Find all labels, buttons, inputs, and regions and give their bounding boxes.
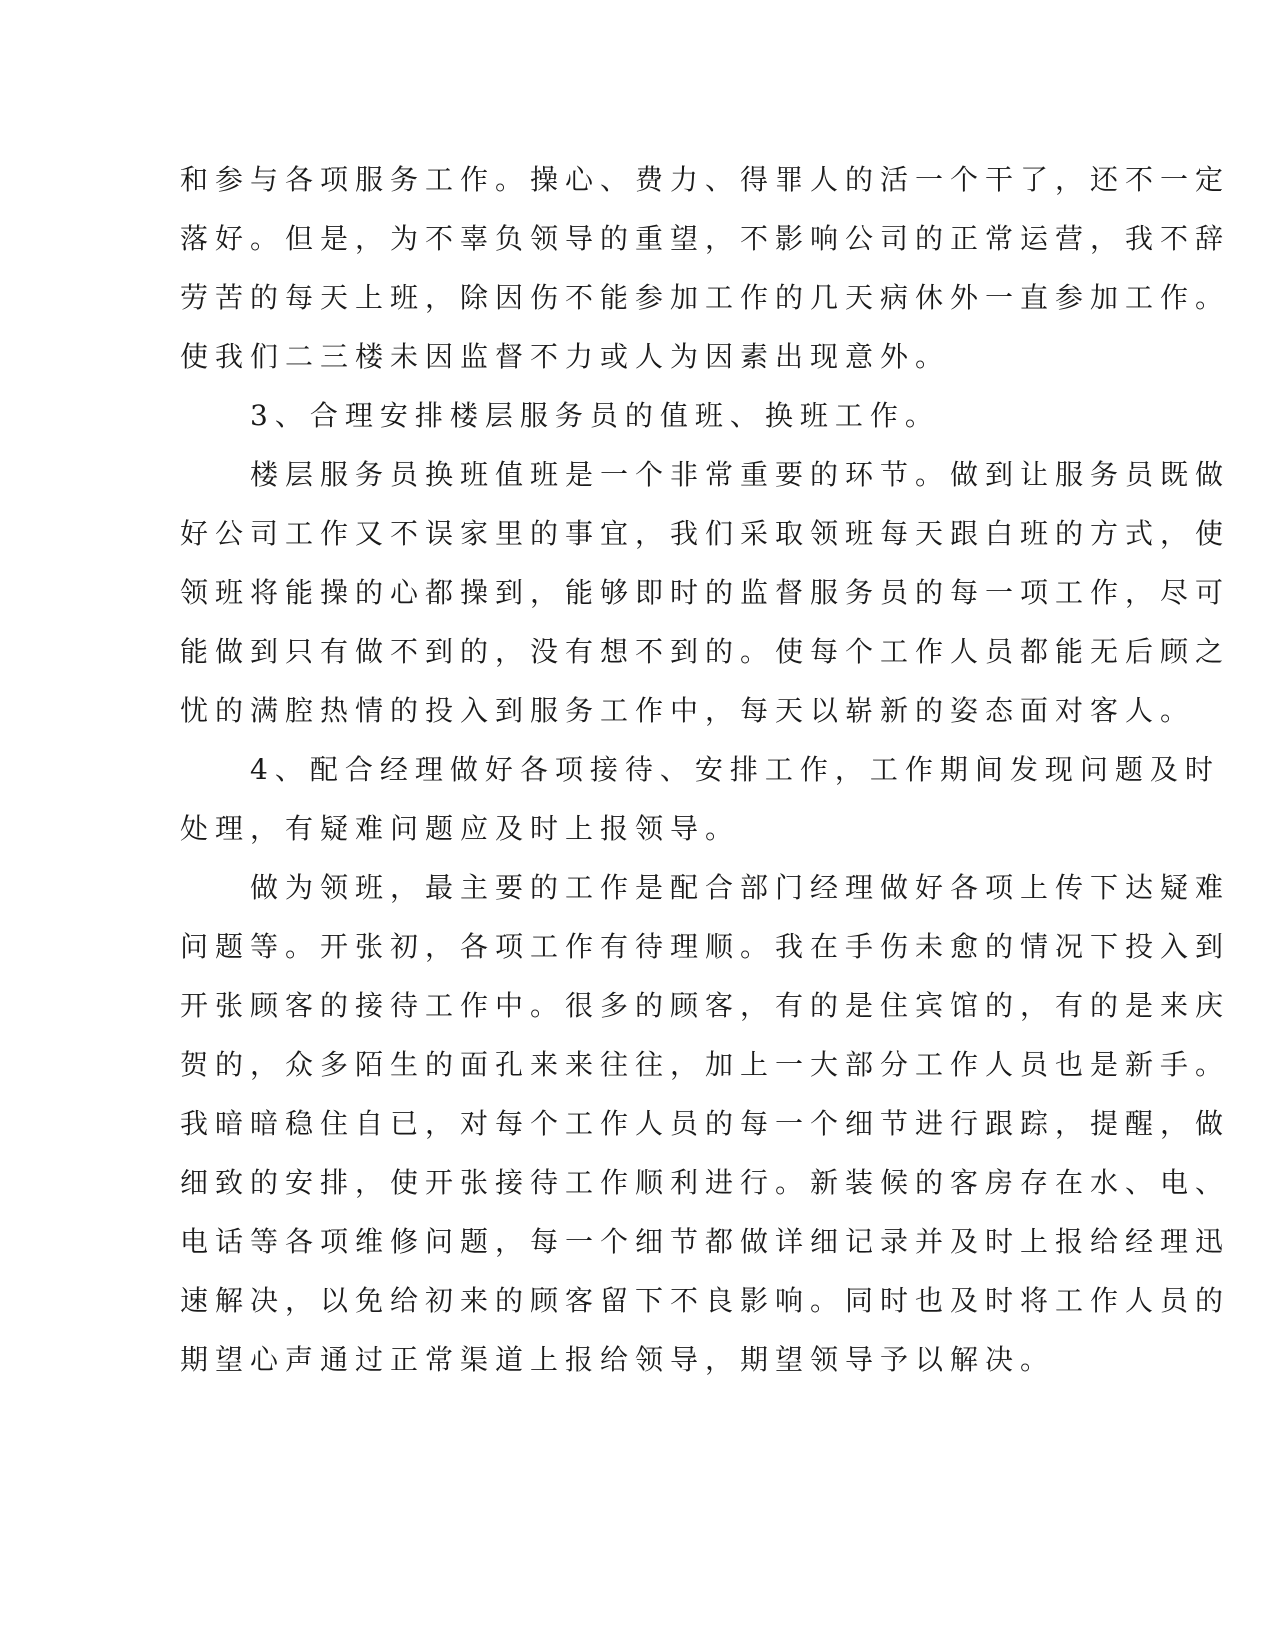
section-heading [0,396,1275,436]
text-line-content: 速解决，以免给初来的顾客留下不良影响。同时也及时将工作人员的 [180,1284,1231,1317]
text-line [0,337,1275,377]
text-line-content: 期望心声通过正常渠道上报给领导，期望领导予以解决。 [180,1343,1056,1376]
text-line-content: 使我们二三楼未因监督不力或人为因素出现意外。 [180,340,951,373]
paragraph-first-line [0,868,1275,908]
text-line [0,278,1275,318]
text-line-content: 忧的满腔热情的投入到服务工作中，每天以崭新的姿态面对客人。 [180,694,1196,727]
text-line-content: 能做到只有做不到的，没有想不到的。使每个工作人员都能无后顾之 [180,635,1231,668]
text-line-content: 做为领班，最主要的工作是配合部门经理做好各项上传下达疑难 [250,871,1231,904]
text-line [0,927,1275,967]
text-line-content: 和参与各项服务工作。操心、费力、得罪人的活一个干了，还不一定 [180,163,1231,196]
text-line-content: 处理，有疑难问题应及时上报领导。 [180,812,741,845]
text-line-content: 我暗暗稳住自已，对每个工作人员的每一个细节进行跟踪，提醒，做 [180,1107,1231,1140]
text-line [0,219,1275,259]
text-line-content: 好公司工作又不误家里的事宜，我们采取领班每天跟白班的方式，使 [180,517,1231,550]
paragraph-first-line [0,455,1275,495]
text-line [0,1163,1275,1203]
section-heading-text: 4、配合经理做好各项接待、安排工作，工作期间发现问题及时 [250,753,1220,786]
text-line [0,632,1275,672]
text-line-content: 贺的，众多陌生的面孔来来往往，加上一大部分工作人员也是新手。 [180,1048,1231,1081]
text-line [0,1281,1275,1321]
text-line-content: 电话等各项维修问题，每一个细节都做详细记录并及时上报给经理迅 [180,1225,1231,1258]
text-line [0,809,1275,849]
text-line [0,160,1275,200]
text-line [0,1222,1275,1262]
text-line-content: 楼层服务员换班值班是一个非常重要的环节。做到让服务员既做 [250,458,1231,491]
text-line-content: 劳苦的每天上班，除因伤不能参加工作的几天病休外一直参加工作。 [180,281,1231,314]
text-line [0,691,1275,731]
text-line [0,1104,1275,1144]
text-line-content: 开张顾客的接待工作中。很多的顾客，有的是住宾馆的，有的是来庆 [180,989,1231,1022]
text-line [0,514,1275,554]
section-heading-text: 3、合理安排楼层服务员的值班、换班工作。 [250,399,940,432]
text-line-content: 细致的安排，使开张接待工作顺利进行。新装候的客房存在水、电、 [180,1166,1231,1199]
text-line [0,573,1275,613]
text-line [0,986,1275,1026]
text-line-content: 领班将能操的心都操到，能够即时的监督服务员的每一项工作，尽可 [180,576,1231,609]
text-line-content: 落好。但是，为不辜负领导的重望，不影响公司的正常运营，我不辞 [180,222,1231,255]
text-line [0,1340,1275,1380]
section-heading [0,750,1275,790]
text-line [0,1045,1275,1085]
text-line-content: 问题等。开张初，各项工作有待理顺。我在手伤未愈的情况下投入到 [180,930,1231,963]
